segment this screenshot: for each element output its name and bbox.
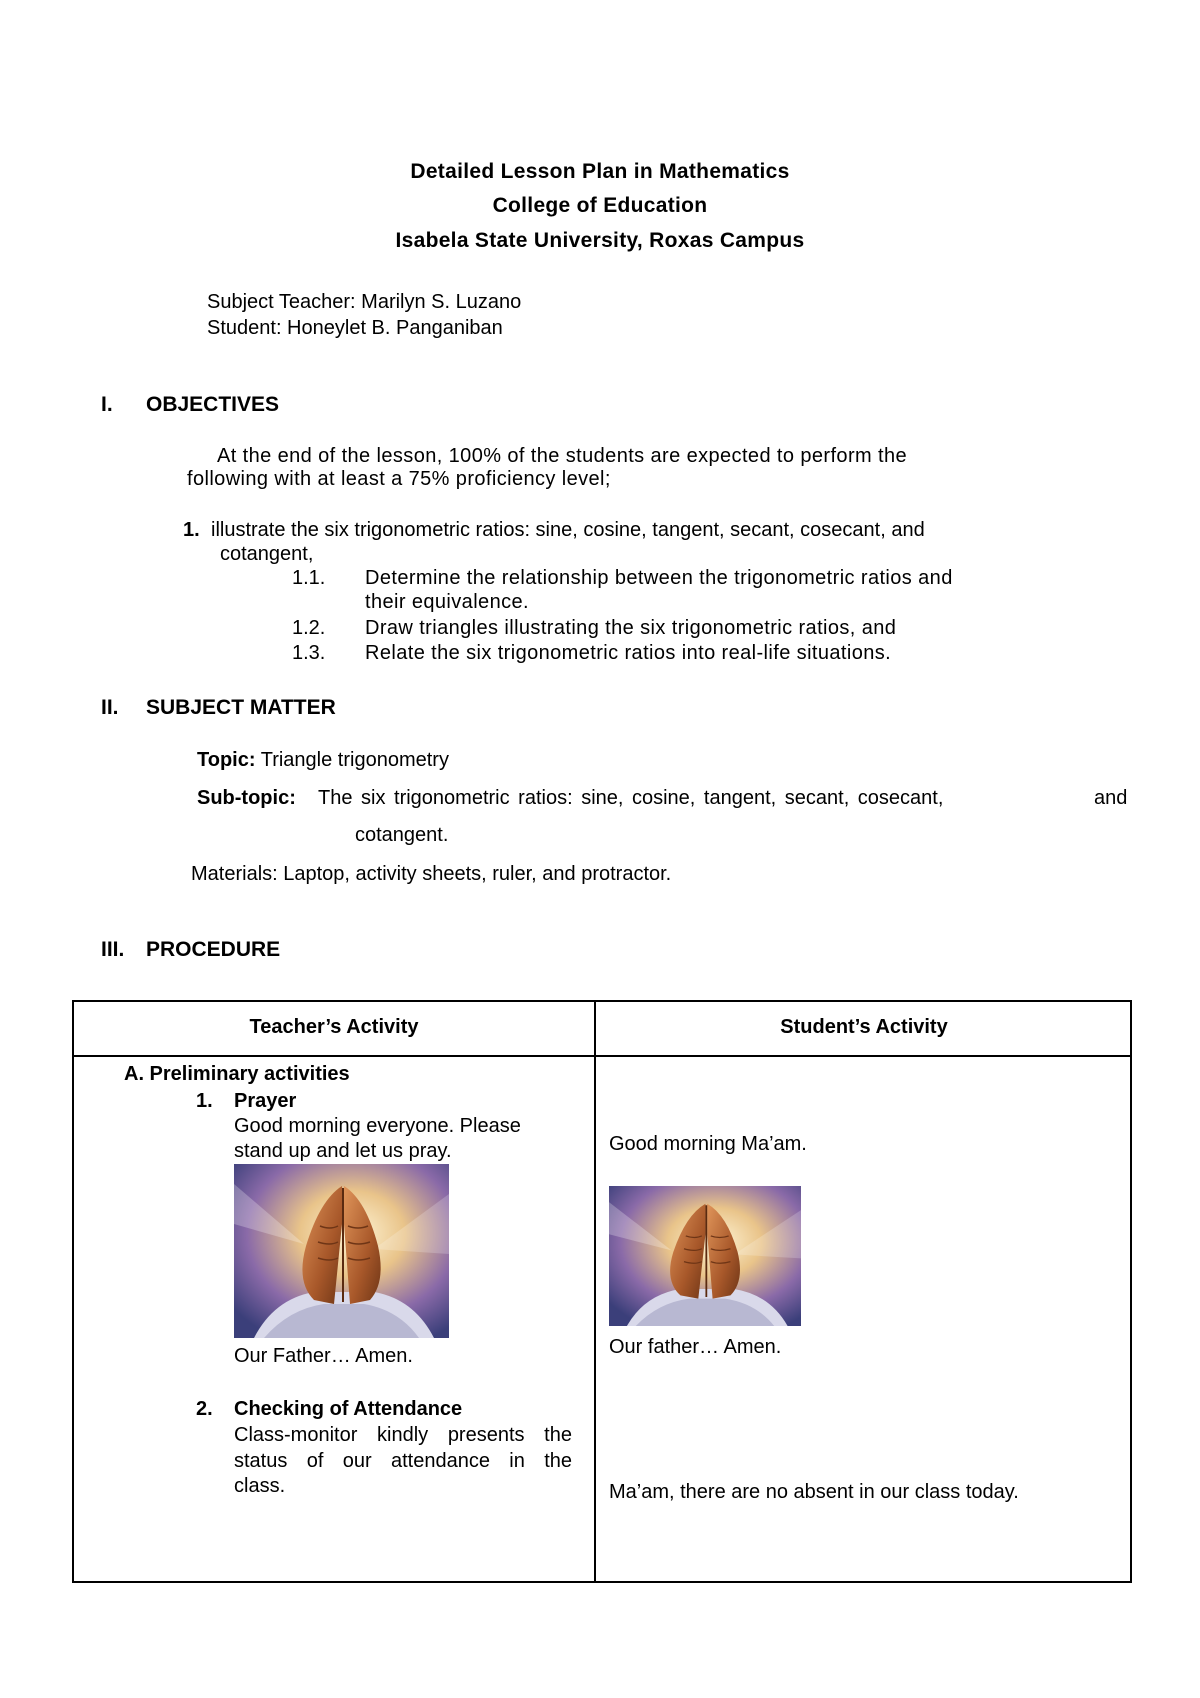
objective-1-3-number: 1.3. [292, 642, 326, 664]
prayer-text-line2: stand up and let us pray. [234, 1140, 452, 1162]
subject-teacher: Subject Teacher: Marilyn S. Luzano [207, 291, 522, 313]
praying-hands-image-student [609, 1186, 801, 1326]
objectives-intro-line2: following with at least a 75% proficiency level; [187, 468, 611, 490]
objective-1-3-line1: Relate the six trigonometric ratios into real-life situations. [365, 642, 892, 664]
praying-hands-icon [234, 1164, 449, 1338]
objective-1-1-line1: Determine the relationship between the trigonometric ratios and [365, 567, 953, 589]
objectives-heading: OBJECTIVES [146, 393, 280, 416]
attendance-number: 2. [196, 1398, 213, 1420]
student-prayer-end: Our father… Amen. [609, 1336, 782, 1358]
attendance-line1: Class-monitor kindly presents the [234, 1424, 572, 1446]
objective-1-1-number: 1.1. [292, 567, 326, 589]
objectives-numeral: I. [101, 393, 113, 416]
college-name: College of Education [492, 194, 708, 217]
prayer-number: 1. [196, 1090, 213, 1112]
teacher-prayer-end: Our Father… Amen. [234, 1345, 413, 1367]
subject-matter-heading: SUBJECT MATTER [146, 696, 336, 719]
objective-1-2-line1: Draw triangles illustrating the six trigonometric ratios, and [365, 617, 897, 639]
topic-value: Triangle trigonometry [260, 749, 449, 771]
subject-matter-numeral: II. [101, 696, 119, 719]
attendance-line3: class. [234, 1475, 286, 1497]
student-attendance: Ma’am, there are no absent in our class today. [609, 1481, 1019, 1503]
prayer-title: Prayer [234, 1090, 297, 1112]
table-header-divider [74, 1055, 1130, 1057]
subtopic-label: Sub-topic: [197, 787, 296, 809]
col-header-teacher: Teacher’s Activity [249, 1016, 419, 1038]
procedure-table [72, 1000, 1132, 1583]
table-column-divider [594, 1002, 596, 1581]
col-header-student: Student’s Activity [780, 1016, 948, 1038]
praying-hands-image-teacher [234, 1164, 449, 1338]
objective-1-line1: illustrate the six trigonometric ratios: sine, cosine, tangent, secant, cosecant, and [211, 519, 925, 541]
materials: Materials: Laptop, activity sheets, ruler, and protractor. [191, 863, 672, 885]
prayer-text-line1: Good morning everyone. Please [234, 1115, 521, 1137]
student-greeting: Good morning Ma’am. [609, 1133, 807, 1155]
objective-1-2-number: 1.2. [292, 617, 326, 639]
subtopic-value-line2: cotangent. [355, 824, 449, 846]
topic-label: Topic: [197, 749, 256, 771]
objectives-intro-line1: At the end of the lesson, 100% of the students are expected to perform the [217, 445, 908, 467]
student-name: Student: Honeylet B. Panganiban [207, 317, 503, 339]
subtopic-label-wrap [197, 786, 296, 810]
procedure-heading: PROCEDURE [146, 938, 281, 961]
section-a-heading: A. Preliminary activities [124, 1063, 350, 1085]
procedure-numeral: III. [101, 938, 125, 961]
document-title: Detailed Lesson Plan in Mathematics [410, 160, 790, 183]
attendance-title: Checking of Attendance [234, 1398, 463, 1420]
subtopic-and: and [1094, 787, 1128, 809]
attendance-line2: status of our attendance in the [234, 1450, 572, 1472]
objective-1-number: 1. [183, 519, 200, 541]
objective-1-line2: cotangent, [220, 543, 314, 565]
university-name: Isabela State University, Roxas Campus [395, 229, 805, 252]
topic-line [197, 748, 449, 772]
praying-hands-icon [609, 1186, 801, 1326]
subtopic-value-line1: The six trigonometric ratios: sine, cosine, tangent, secant, cosecant, [318, 787, 944, 809]
objective-1-1-line2: their equivalence. [365, 591, 529, 613]
